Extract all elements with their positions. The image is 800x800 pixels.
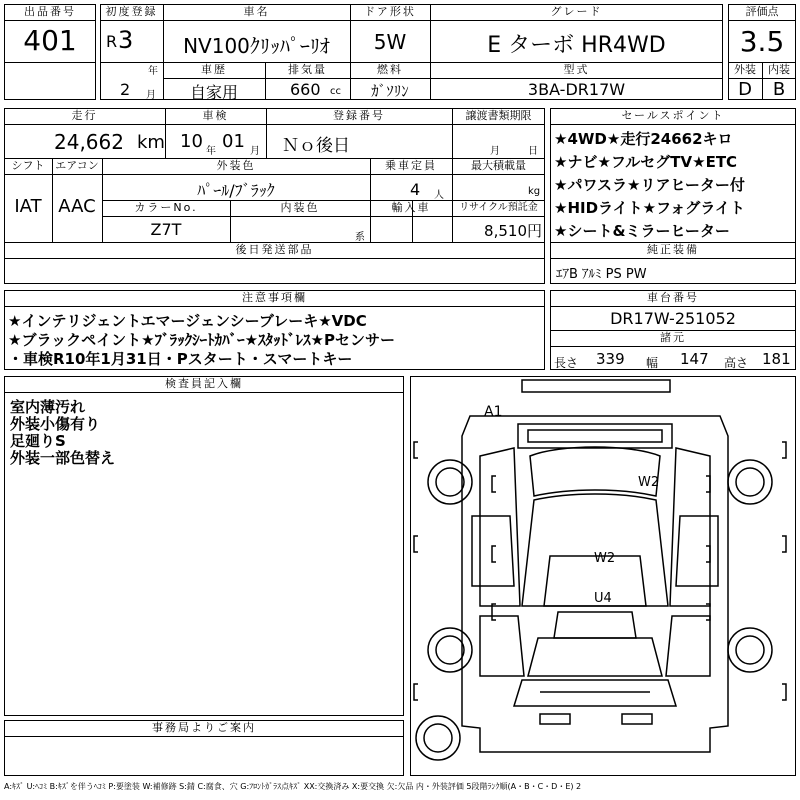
reg-year: 3 bbox=[118, 26, 134, 54]
damage-mark-a1: A1 bbox=[484, 404, 503, 420]
office-label: 事務局よりご案内 bbox=[152, 721, 256, 734]
fuel: ｶﾞｿﾘﾝ bbox=[371, 82, 409, 100]
plate-label: 登録番号 bbox=[333, 109, 385, 122]
length: 339 bbox=[596, 350, 625, 368]
vehicle-damage-diagram bbox=[410, 376, 796, 776]
length-label: 長さ bbox=[554, 356, 579, 370]
car-name-label: 車名 bbox=[243, 5, 270, 18]
color-no-label: カラーNo. bbox=[134, 201, 198, 214]
displacement-unit: cc bbox=[330, 86, 341, 97]
shift: IAT bbox=[14, 196, 42, 217]
height-label: 高さ bbox=[724, 356, 749, 370]
reg-year-unit: 年 bbox=[148, 66, 158, 77]
reg-month-unit: 月 bbox=[146, 90, 156, 101]
aircon: AAC bbox=[58, 196, 96, 217]
inspection-month-unit: 月 bbox=[250, 146, 260, 157]
inspector-note-1: 室内薄汚れ bbox=[10, 398, 86, 416]
width-label: 幅 bbox=[646, 356, 659, 370]
damage-mark-u4: U4 bbox=[594, 591, 612, 606]
inspector-label: 検査員記入欄 bbox=[165, 377, 243, 390]
width: 147 bbox=[680, 350, 709, 368]
inspection-label: 車検 bbox=[202, 109, 229, 122]
sales-point-4: ★HIDライト★フォグライト bbox=[554, 199, 745, 217]
mileage-label: 走行 bbox=[71, 109, 98, 122]
car-name: NV100ｸﾘｯﾊﾟｰﾘｵ bbox=[183, 34, 330, 58]
sales-point-2: ★ナビ★フルセグTV★ETC bbox=[554, 153, 738, 171]
max-load-label: 最大積載量 bbox=[471, 159, 526, 172]
exterior-label: 外装 bbox=[734, 63, 756, 76]
lot-number: 401 bbox=[23, 24, 77, 57]
inspection-year-unit: 年 bbox=[206, 146, 216, 157]
legend: A:ｷｽﾞ U:ﾍｺﾐ B:ｷｽﾞを伴うﾍｺﾐ P:要塗装 W:補修跡 S:錆 C:腐食、穴 G:ﾌﾛﾝﾄｶﾞﾗｽ点ｷｽﾞ XX:交換済み X:要交換 欠:欠品 内・外装評価 5段階ﾗﾝｸ順(A・B・C・D・E) 2 bbox=[4, 782, 582, 791]
exterior-grade: D bbox=[738, 79, 752, 100]
grade: E ターボ HR4WD bbox=[487, 33, 666, 58]
doc-deadline-day: 日 bbox=[528, 146, 538, 157]
sales-point-3: ★パワスラ★リアヒーター付 bbox=[554, 176, 745, 194]
score-label: 評価点 bbox=[745, 5, 779, 18]
inspection-month: 01 bbox=[222, 131, 245, 152]
inspection-year: 10 bbox=[180, 131, 203, 152]
reg-label: 初度登録 bbox=[105, 5, 158, 18]
equipment: ｴｱB ｱﾙﾐ PS PW bbox=[556, 267, 647, 282]
capacity-unit: 人 bbox=[434, 190, 444, 201]
reg-era: R bbox=[106, 32, 118, 51]
interior-color-unit: 系 bbox=[355, 232, 365, 243]
damage-mark-w2-rear: W2 bbox=[594, 551, 616, 566]
displacement-label: 排気量 bbox=[288, 63, 327, 76]
doc-deadline-label: 譲渡書類期限 bbox=[465, 109, 532, 122]
score: 3.5 bbox=[739, 25, 785, 58]
inspector-note-2: 外装小傷有り bbox=[10, 415, 101, 433]
door-type: 5W bbox=[373, 30, 407, 54]
capacity-label: 乗車定員 bbox=[385, 159, 437, 172]
interior-grade: B bbox=[772, 79, 786, 100]
sales-point-1: ★4WD★走行24662キロ bbox=[554, 130, 733, 148]
color-no: Z7T bbox=[150, 220, 182, 239]
doc-deadline-month: 月 bbox=[490, 146, 500, 157]
interior-label: 内装 bbox=[768, 63, 790, 76]
door-label: ドア形状 bbox=[364, 5, 416, 18]
damage-mark-w2-roof: W2 bbox=[638, 475, 660, 490]
displacement: 660 bbox=[290, 80, 321, 99]
recycle-label: リサイクル預託金 bbox=[459, 202, 538, 213]
inspector-note-3: 足廻りS bbox=[10, 432, 66, 450]
notice-label: 注意事項欄 bbox=[242, 291, 307, 304]
height: 181 bbox=[762, 350, 791, 368]
color-label: 外装色 bbox=[216, 159, 256, 172]
equipment-label: 純正装備 bbox=[647, 243, 699, 256]
import-label: 輸入車 bbox=[391, 201, 431, 214]
interior-color-label: 内装色 bbox=[280, 201, 320, 214]
capacity: 4 bbox=[410, 180, 421, 199]
lot-label: 出品番号 bbox=[24, 5, 76, 18]
history: 自家用 bbox=[189, 83, 238, 102]
recycle-fee: 8,510円 bbox=[484, 222, 542, 240]
shift-label: シフト bbox=[11, 159, 45, 172]
model-label: 型式 bbox=[563, 63, 590, 76]
max-load-unit: kg bbox=[528, 186, 541, 197]
history-label: 車歴 bbox=[201, 63, 227, 76]
notice-line-3: ・車検R10年1月31日・Pスタート・スマートキー bbox=[8, 350, 353, 368]
plate-number: Ｎｏ後日 bbox=[282, 136, 350, 156]
after-parts-label: 後日発送部品 bbox=[235, 243, 314, 256]
chassis-number: DR17W-251052 bbox=[610, 309, 736, 328]
inspector-note-4: 外装一部色替え bbox=[10, 449, 116, 467]
aircon-label: エアコン bbox=[55, 159, 99, 172]
fuel-label: 燃料 bbox=[377, 63, 403, 76]
sales-points-label: セールスポイント bbox=[621, 109, 725, 122]
model-code: 3BA-DR17W bbox=[527, 80, 626, 99]
mileage-unit: km bbox=[137, 132, 165, 153]
dims-label: 諸元 bbox=[660, 331, 686, 344]
mileage: 24,662 bbox=[54, 130, 124, 154]
chassis-label: 車台番号 bbox=[647, 291, 699, 304]
reg-month: 2 bbox=[120, 80, 131, 99]
sales-point-5: ★シート&ミラーヒーター bbox=[554, 222, 730, 240]
notice-line-1: ★インテリジェントエマージェンシーブレーキ★VDC bbox=[8, 312, 367, 330]
grade-label: グレード bbox=[550, 5, 603, 18]
body-color: ﾊﾟｰﾙ/ﾌﾞﾗｯｸ bbox=[197, 181, 275, 200]
notice-line-2: ★ブラックペイント★ﾌﾞﾗｯｸｼｰﾄｶﾊﾞｰ★ｽﾀｯﾄﾞﾚｽ★Pセンサー bbox=[8, 331, 395, 349]
